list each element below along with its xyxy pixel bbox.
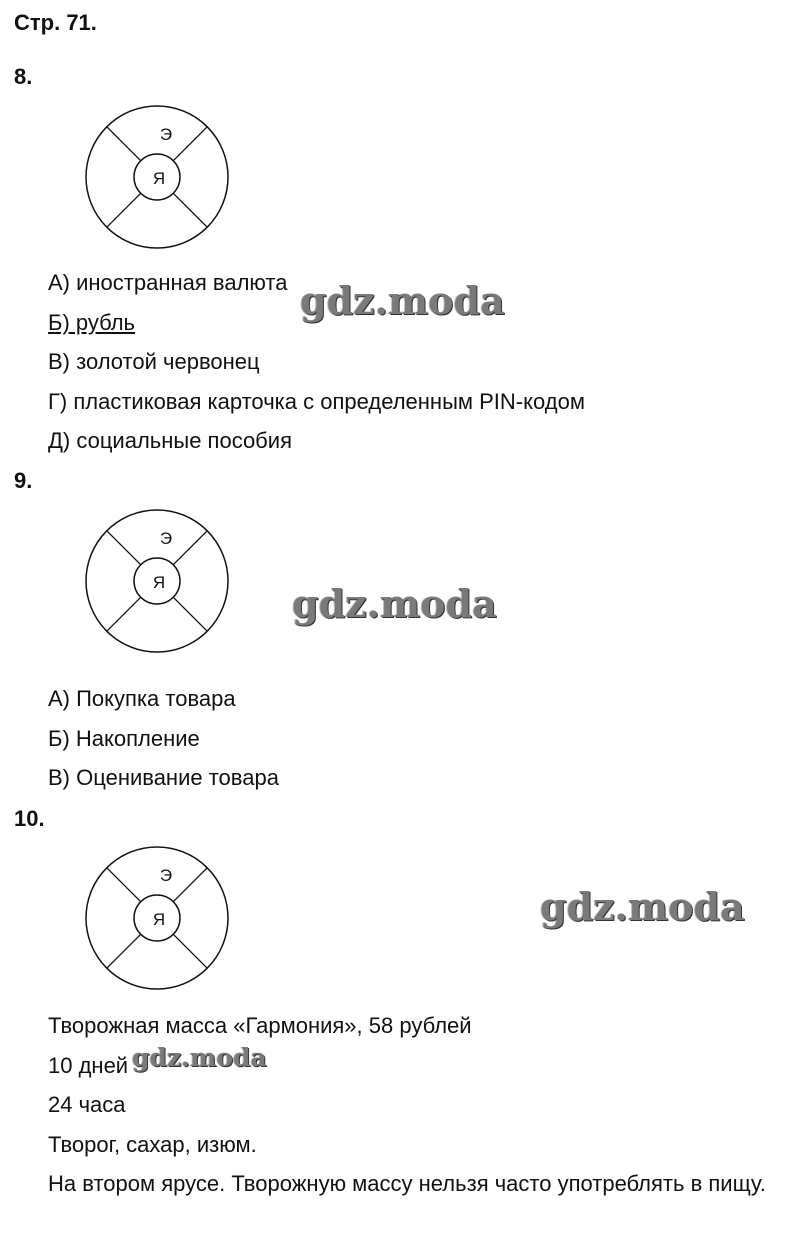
answer-line: Д) социальные пособия [48, 428, 292, 453]
task-number: 8. [14, 64, 33, 89]
inner-label: Я [152, 573, 166, 592]
divider-line [107, 531, 141, 565]
divider-line [173, 531, 207, 565]
task-number: 10. [14, 806, 45, 831]
watermark: gdz.moda [300, 278, 505, 323]
answer-line: А) иностранная валюта [48, 270, 288, 295]
page-title: Стр. 71. [14, 10, 97, 35]
watermark: gdz.moda [132, 1043, 267, 1072]
outer-label: Э [159, 529, 173, 548]
divider-line [107, 934, 141, 968]
watermark: gdz.moda [292, 581, 497, 626]
task-number: 9. [14, 468, 33, 493]
answer-line: В) золотой червонец [48, 349, 260, 374]
answer-line: А) Покупка товара [48, 686, 236, 711]
circle-diagram [84, 508, 230, 654]
outer-label: Э [159, 125, 173, 144]
divider-line [173, 868, 207, 902]
answer-line: Творожная масса «Гармония», 58 рублей [48, 1013, 472, 1038]
answer-line: В) Оценивание товара [48, 765, 279, 790]
divider-line [107, 868, 141, 902]
divider-line [173, 934, 207, 968]
inner-label: Я [152, 910, 166, 929]
divider-line [107, 127, 141, 161]
divider-line [173, 597, 207, 631]
divider-line [173, 193, 207, 227]
divider-line [107, 193, 141, 227]
divider-line [107, 597, 141, 631]
circle-diagram [84, 845, 230, 991]
outer-label: Э [159, 866, 173, 885]
answer-line: Творог, сахар, изюм. [48, 1132, 257, 1157]
circle-diagram [84, 104, 230, 250]
inner-label: Я [152, 169, 166, 188]
watermark: gdz.moda [540, 884, 745, 929]
answer-line-selected: Б) рубль [48, 310, 136, 335]
divider-line [173, 127, 207, 161]
answer-line: На втором ярусе. Творожную массу нельзя часто употреблять в пищу. [48, 1171, 766, 1196]
answer-line: 10 дней [48, 1053, 129, 1078]
answer-line: 24 часа [48, 1092, 126, 1117]
answer-line: Б) Накопление [48, 726, 200, 751]
answer-line: Г) пластиковая карточка с определенным PIN-кодом [48, 389, 585, 414]
